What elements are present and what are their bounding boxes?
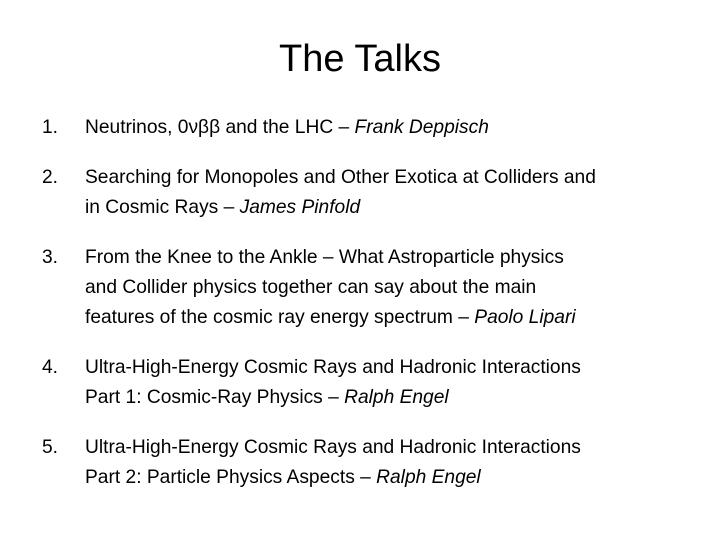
- talk-line: Ultra-High-Energy Cosmic Rays and Hadronic Interactions: [85, 357, 581, 378]
- talk-title-text: in Cosmic Rays –: [85, 197, 235, 218]
- talk-line: [85, 383, 702, 413]
- slide-title: The Talks: [279, 38, 441, 80]
- talk-number: 4.: [42, 357, 59, 378]
- talk-list: [42, 113, 702, 513]
- talk-speaker: James Pinfold: [239, 197, 361, 218]
- talk-number: 1.: [42, 117, 59, 138]
- talk-speaker: Ralph Engel: [376, 467, 481, 488]
- talk-title-text: Part 1: Cosmic-Ray Physics –: [85, 387, 339, 408]
- talk-number: 3.: [42, 247, 59, 268]
- talk-item: [42, 163, 702, 223]
- talk-line: and Collider physics together can say about the main: [85, 277, 537, 298]
- talk-speaker: Frank Deppisch: [354, 117, 489, 138]
- talk-line: From the Knee to the Ankle – What Astroparticle physics: [85, 247, 564, 268]
- talk-line: Ultra-High-Energy Cosmic Rays and Hadronic Interactions: [85, 437, 581, 458]
- talk-line: [85, 303, 702, 333]
- talk-line: [85, 193, 702, 223]
- talk-number: 2.: [42, 167, 59, 188]
- talk-line: [85, 463, 702, 493]
- talk-number: 5.: [42, 437, 59, 458]
- talk-item: [42, 353, 702, 413]
- talk-speaker: Ralph Engel: [344, 387, 449, 408]
- talk-item: [42, 433, 702, 493]
- talk-title-text: Part 2: Particle Physics Aspects –: [85, 467, 371, 488]
- talk-speaker: Paolo Lipari: [474, 307, 576, 328]
- talk-title-text: features of the cosmic ray energy spectrum –: [85, 307, 469, 328]
- talk-item: [42, 113, 702, 143]
- talk-title-text: Neutrinos, 0νββ and the LHC –: [85, 117, 350, 138]
- talk-line: [85, 113, 702, 143]
- talk-item: [42, 243, 702, 333]
- talk-line: Searching for Monopoles and Other Exotica at Colliders and: [85, 167, 596, 188]
